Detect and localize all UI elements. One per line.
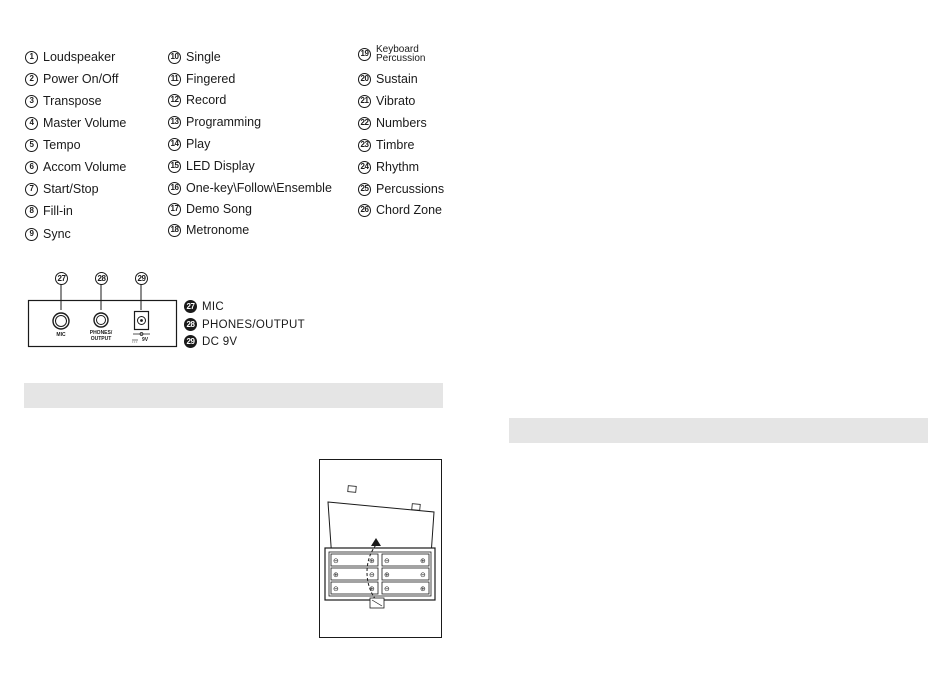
port-label: MIC	[202, 300, 224, 313]
port-label: PHONES/OUTPUT	[202, 318, 305, 331]
legend-label: Metronome	[186, 223, 250, 237]
svg-text:⊖: ⊖	[369, 571, 375, 579]
number-marker: 27	[184, 300, 197, 313]
number-marker: 1	[25, 51, 38, 64]
number-marker: 29	[184, 335, 197, 348]
legend-label: Chord Zone	[376, 203, 443, 217]
legend-label: Percussions	[376, 182, 445, 196]
legend-label: Play	[186, 137, 211, 151]
number-marker: 2	[25, 73, 38, 86]
number-marker: 25	[358, 183, 371, 196]
legend-label: Rhythm	[376, 160, 420, 174]
svg-text:⊖: ⊖	[420, 571, 426, 579]
legend-label: Sync	[43, 227, 71, 241]
section-heading-bar-left	[24, 383, 443, 408]
number-marker: 15	[168, 160, 181, 173]
port-legend-item	[184, 300, 224, 313]
svg-text:⊖: ⊖	[333, 585, 339, 593]
number-marker: 26	[358, 204, 371, 217]
number-marker: 21	[358, 95, 371, 108]
legend-label: Single	[186, 50, 221, 64]
number-marker: 7	[25, 183, 38, 196]
legend-label: Transpose	[43, 94, 102, 108]
number-marker: 5	[25, 139, 38, 152]
svg-text:⊕: ⊕	[369, 557, 375, 565]
svg-text:⊖: ⊖	[333, 557, 339, 565]
legend-label: Vibrato	[376, 94, 416, 108]
legend-label: Percussion	[376, 53, 426, 64]
number-marker: 20	[358, 73, 371, 86]
svg-text:⊖: ⊖	[384, 585, 390, 593]
legend-label: Demo Song	[186, 202, 253, 216]
port-label: DC 9V	[202, 335, 238, 348]
callout-29: 29	[135, 272, 148, 285]
svg-text:⊖: ⊖	[384, 557, 390, 565]
number-marker: 23	[358, 139, 371, 152]
number-marker: 14	[168, 138, 181, 151]
svg-text:⊕: ⊕	[420, 557, 426, 565]
number-marker: 19	[358, 48, 371, 61]
dc-jack-label: 9V	[141, 337, 149, 343]
number-marker: 24	[358, 161, 371, 174]
legend-label: Accom Volume	[43, 160, 127, 174]
number-marker: 11	[168, 73, 181, 86]
callout-27: 27	[55, 272, 68, 285]
phones-jack-label-line2: OUTPUT	[90, 336, 112, 342]
number-marker: 18	[168, 224, 181, 237]
port-legend-item	[184, 335, 237, 348]
legend-label: Loudspeaker	[43, 50, 116, 64]
legend-label: Timbre	[376, 138, 415, 152]
legend-label: Master Volume	[43, 116, 127, 130]
legend-label: Keyboard	[376, 44, 419, 55]
number-marker: 22	[358, 117, 371, 130]
number-marker: 4	[25, 117, 38, 130]
battery-install-figure	[319, 459, 442, 638]
number-marker: 10	[168, 51, 181, 64]
number-marker: 16	[168, 182, 181, 195]
number-marker: 28	[184, 318, 197, 331]
number-marker: 12	[168, 94, 181, 107]
legend-label: Record	[186, 93, 227, 107]
number-marker: 6	[25, 161, 38, 174]
number-marker: 13	[168, 116, 181, 129]
section-heading-bar-right	[509, 418, 928, 443]
phones-jack-label-line1: PHONES/	[89, 330, 113, 336]
number-marker: 8	[25, 205, 38, 218]
legend-label: Sustain	[376, 72, 418, 86]
svg-text:⊕: ⊕	[369, 585, 375, 593]
battery-compartment-illustration	[320, 460, 441, 637]
legend-label: LED Display	[186, 159, 255, 173]
legend-label: Programming	[186, 115, 262, 129]
legend-label: Power On/Off	[43, 72, 119, 86]
legend-label: Start/Stop	[43, 182, 99, 196]
number-marker: 9	[25, 228, 38, 241]
legend-label: One-key\Follow\Ensemble	[186, 181, 332, 195]
port-legend-item	[184, 318, 305, 331]
legend-label: Tempo	[43, 138, 81, 152]
svg-text:⊕: ⊕	[420, 585, 426, 593]
number-marker: 3	[25, 95, 38, 108]
callout-28: 28	[95, 272, 108, 285]
mic-jack-label: MIC	[56, 332, 66, 338]
legend-label: Fill-in	[43, 204, 73, 218]
number-marker: 17	[168, 203, 181, 216]
svg-text:⊕: ⊕	[384, 571, 390, 579]
legend-label: Fingered	[186, 72, 236, 86]
phones-jack-label	[86, 330, 116, 342]
legend-label: Numbers	[376, 116, 427, 130]
svg-text:⊕: ⊕	[333, 571, 339, 579]
